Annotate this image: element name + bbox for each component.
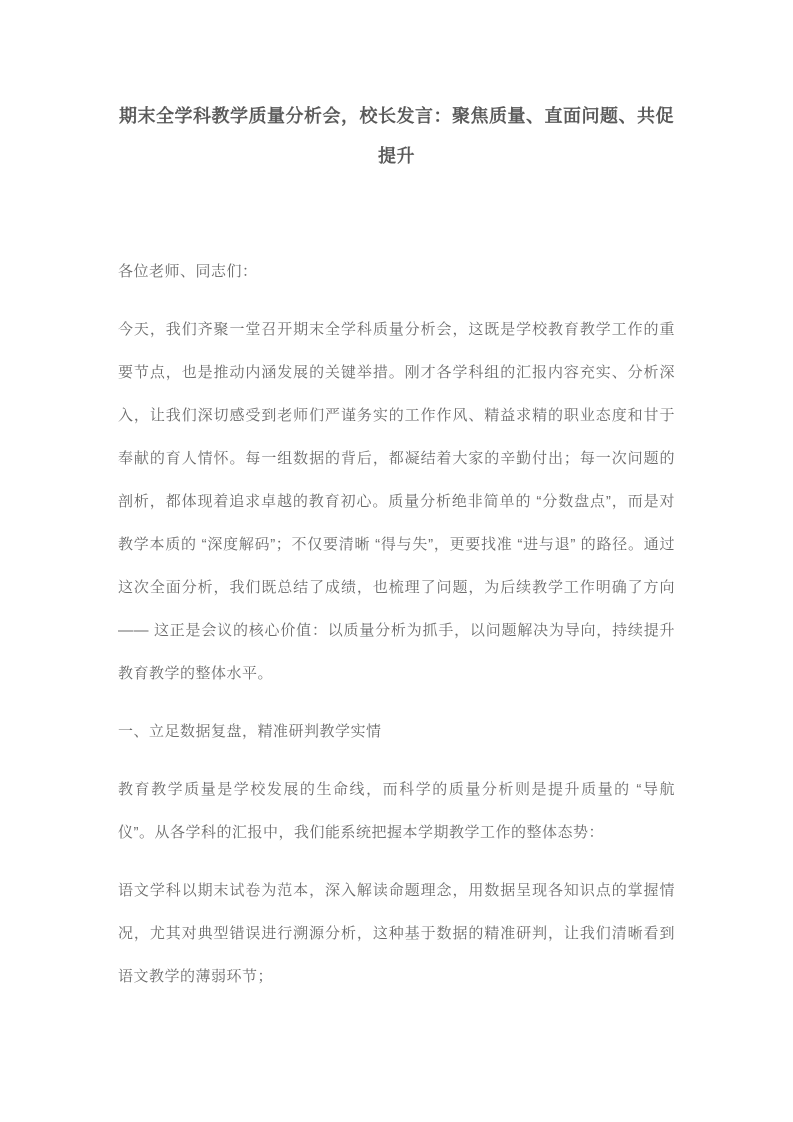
section-1-heading: 一、立足数据复盘，精准研判教学实情: [118, 723, 382, 740]
section-1-paragraph-1: 教育教学质量是学校发展的生命线，而科学的质量分析则是提升质量的 “导航仪”。从各学科的汇报中，我们能系统把握本学期教学工作的整体态势：: [118, 781, 675, 841]
section-1-paragraph-2: 语文学科以期末试卷为范本，深入解读命题理念，用数据呈现各知识点的掌握情况，尤其对典型错误进行溯源分析，这种基于数据的精准研判，让我们清晰看到语文教学的薄弱环节；: [118, 882, 675, 985]
intro-paragraph: 今天，我们齐聚一堂召开期末全学科质量分析会，这既是学校教育教学工作的重要节点，也是推动内涵发展的关键举措。刚才各学科组的汇报内容充实、分析深入，让我们深切感受到老师们严谨务实的工作作风、精益求精的职业态度和甘于奉献的育人情怀。每一组数据的背后，都凝结着大家的辛勤付出；每一次问题的剖析，都体现着追求卓越的教育初心。质量分析绝非简单的 “分数盘点”，而是对教学本质的 “深度解码”；不仅要清晰 “得与失”，更要找准 “进与退” 的路径。通过这次全面分析，我们既总结了成绩，也梳理了问题，为后续教学工作明确了方向 —— 这正是会议的核心价值：以质量分析为抓手，以问题解决为导向，持续提升教育教学的整体水平。: [118, 321, 675, 682]
salutation: 各位老师、同志们：: [118, 263, 258, 280]
document-title: 期末全学科教学质量分析会，校长发言：聚焦质量、直面问题、共促提升: [119, 106, 674, 166]
